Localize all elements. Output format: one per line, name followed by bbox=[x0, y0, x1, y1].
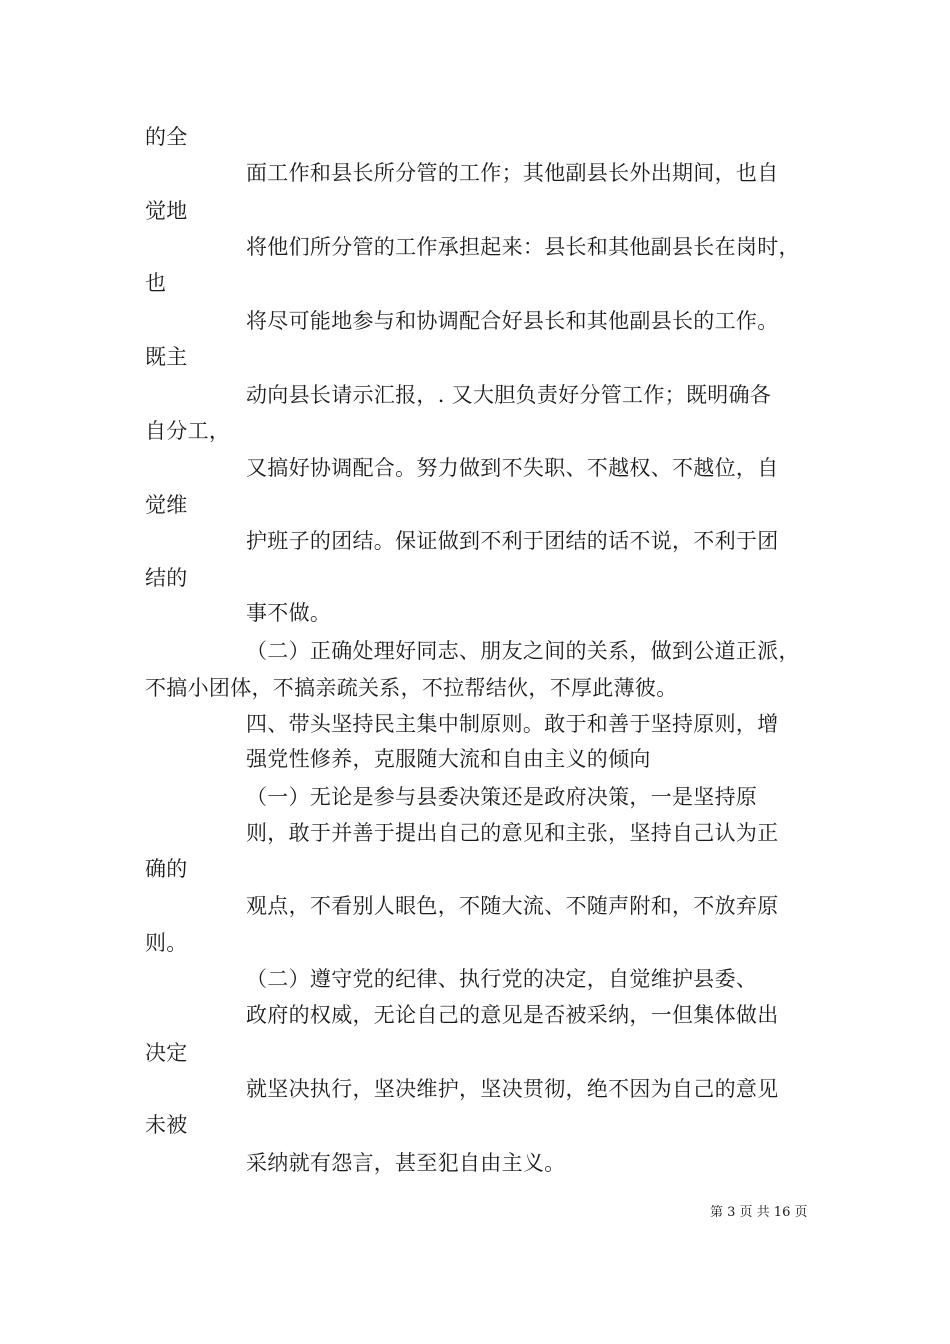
text-line: 决定 bbox=[145, 1041, 188, 1065]
text-line: 护班子的团结。保证做到不利于团结的话不说，不利于团 bbox=[246, 529, 779, 553]
text-line: 就坚决执行，坚决维护，坚决贯彻，绝不因为自己的意见 bbox=[246, 1077, 779, 1101]
text-line: 又搞好协调配合。努力做到不失职、不越权、不越位，自 bbox=[246, 456, 779, 480]
text-line: 确的 bbox=[145, 857, 188, 881]
text-line: 面工作和县长所分管的工作；其他副县长外出期间，也自 bbox=[246, 161, 779, 185]
text-line: 采纳就有怨言，甚至犯自由主义。 bbox=[246, 1151, 566, 1175]
text-line: （二）遵守党的纪律、执行党的决定，自觉维护县委、 bbox=[246, 967, 758, 991]
text-line: 结的 bbox=[145, 566, 188, 590]
text-line: 自分工， bbox=[145, 419, 231, 443]
text-line: 未被 bbox=[145, 1113, 188, 1137]
text-line: 强党性修养，克服随大流和自由主义的倾向 bbox=[246, 747, 651, 771]
text-line: 则。 bbox=[145, 931, 188, 955]
text-line: 也 bbox=[145, 271, 167, 295]
text-line: （一）无论是参与县委决策还是政府决策，一是坚持原 bbox=[246, 785, 758, 809]
text-line: 事不做。 bbox=[246, 601, 332, 625]
text-line: 四、带头坚持民主集中制原则。敢于和善于坚持原则，增 bbox=[246, 712, 779, 736]
text-line: 则，敢于并善于提出自己的意见和主张，坚持自己认为正 bbox=[246, 821, 779, 845]
text-line: 政府的权威，无论自己的意见是否被采纳，一但集体做出 bbox=[246, 1003, 779, 1027]
text-line: 将尽可能地参与和协调配合好县长和其他副县长的工作。 bbox=[246, 309, 779, 333]
text-line: 的全 bbox=[145, 125, 188, 149]
text-line: 将他们所分管的工作承担起来：县长和其他副县长在岗时， bbox=[246, 235, 800, 259]
text-line: （二）正确处理好同志、朋友之间的关系，做到公道正派， bbox=[246, 639, 800, 663]
text-line: 觉维 bbox=[145, 493, 188, 517]
page-number-footer: 第 3 页 共 16 页 bbox=[710, 1205, 808, 1220]
text-line: 觉地 bbox=[145, 199, 188, 223]
text-line: 既主 bbox=[145, 345, 188, 369]
text-line: 观点，不看别人眼色，不随大流、不随声附和，不放弃原 bbox=[246, 894, 779, 918]
text-line: 动向县长请示汇报，. 又大胆负责好分管工作；既明确各 bbox=[246, 383, 772, 407]
text-line: 不搞小团体，不搞亲疏关系，不拉帮结伙，不厚此薄彼。 bbox=[145, 676, 678, 700]
